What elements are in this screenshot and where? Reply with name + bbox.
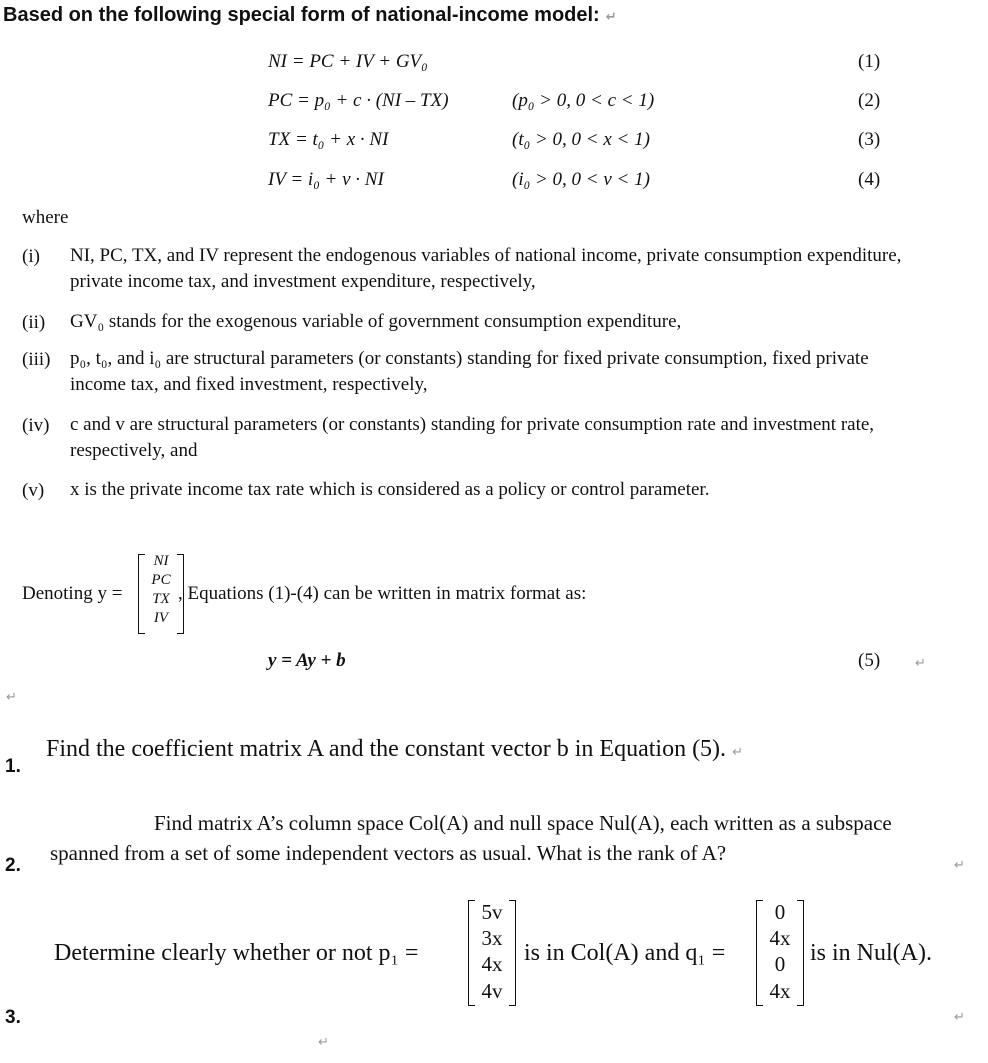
heading: Based on the following special form of national-income model: ↵ — [3, 4, 617, 26]
equation-2: PC = p₀ + c · (NI – TX) — [268, 90, 449, 111]
p1-vector-entry: 5v — [481, 900, 503, 924]
p1-vector — [468, 900, 516, 1006]
q1-vector — [756, 900, 804, 1006]
equation-3-condition: (t₀ > 0, 0 < x < 1) — [512, 129, 650, 150]
return-mark: ↵ — [915, 656, 926, 671]
item-label-ii: (ii) — [22, 312, 46, 333]
equation-2-number: (2) — [858, 90, 881, 111]
equation-4-condition: (i₀ > 0, 0 < v < 1) — [512, 169, 650, 190]
item-label-v: (v) — [22, 480, 45, 501]
equation-3-number: (3) — [858, 129, 881, 150]
q1-vector-entry: 4x — [769, 926, 791, 950]
denoting-suffix: , Equations (1)-(4) can be written in matrix format as: — [178, 583, 587, 604]
question-2-number: 2. — [5, 855, 21, 876]
denoting-prefix: Denoting y = — [22, 583, 123, 604]
p1-vector-entry: 3x — [481, 926, 503, 950]
return-mark: ↵ — [6, 690, 17, 705]
question-3-suffix: is in Nul(A). — [810, 940, 932, 966]
matrix-equation: y = Ay + b — [268, 650, 346, 671]
question-3-middle: is in Col(A) and q₁ = — [524, 940, 726, 966]
y-vector-entry: IV — [153, 610, 169, 626]
y-vector-entry: NI — [153, 553, 169, 569]
matrix-equation-number: (5) — [858, 650, 881, 671]
equation-1-number: (1) — [858, 51, 881, 72]
q1-vector-entry: 4x — [769, 979, 791, 1003]
equation-4: IV = i₀ + v · NI — [268, 169, 384, 190]
p1-vector-entry: 4x — [481, 952, 503, 976]
item-label-iv: (iv) — [22, 415, 50, 436]
item-label-iii: (iii) — [22, 349, 51, 370]
return-mark: ↵ — [954, 1010, 965, 1025]
equation-4-number: (4) — [858, 169, 881, 190]
item-text-ii: GV₀ stands for the exogenous variable of government consumption expenditure, — [70, 311, 682, 332]
where-label: where — [22, 207, 69, 228]
question-1-number: 1. — [5, 756, 21, 777]
item-text-iii: p₀, t₀, and i₀ are structural parameters (or constants) standing for fixed private consumption, fixed private income tax, and fixed investment, respectively, — [70, 348, 869, 395]
equation-1: NI = PC + IV + GV₀ — [268, 51, 428, 72]
question-2-text: Find matrix A’s column space Col(A) and null space Nul(A), each written as a subspace spanned from a set of some independent vectors as usual. What is the rank of A? — [50, 811, 892, 865]
return-mark: ↵ — [318, 1035, 329, 1050]
q1-vector-entry: 0 — [774, 900, 786, 924]
p1-vector-entry: 4v — [481, 979, 503, 1003]
q1-vector-entry: 0 — [774, 952, 786, 976]
return-mark: ↵ — [954, 858, 965, 873]
item-text-v: x is the private income tax rate which is considered as a policy or control parameter. — [70, 479, 710, 500]
item-text-iv: c and v are structural parameters (or constants) standing for private consumption rate and investment rate, respectively, and — [70, 414, 875, 461]
question-3-number: 3. — [5, 1007, 21, 1028]
question-1-text: Find the coefficient matrix A and the constant vector b in Equation (5). ↵ — [46, 736, 743, 762]
y-vector-entry: TX — [152, 591, 170, 607]
question-3-prefix: Determine clearly whether or not p₁ = — [54, 940, 419, 966]
equation-2-condition: (p₀ > 0, 0 < c < 1) — [512, 90, 655, 111]
y-vector-entry: PC — [151, 572, 171, 588]
equation-3: TX = t₀ + x · NI — [268, 129, 389, 150]
item-label-i: (i) — [22, 246, 40, 267]
item-text-i: NI, PC, TX, and IV represent the endogenous variables of national income, private consumption expenditure, private income tax, and investment expenditure, respectively, — [70, 245, 902, 292]
